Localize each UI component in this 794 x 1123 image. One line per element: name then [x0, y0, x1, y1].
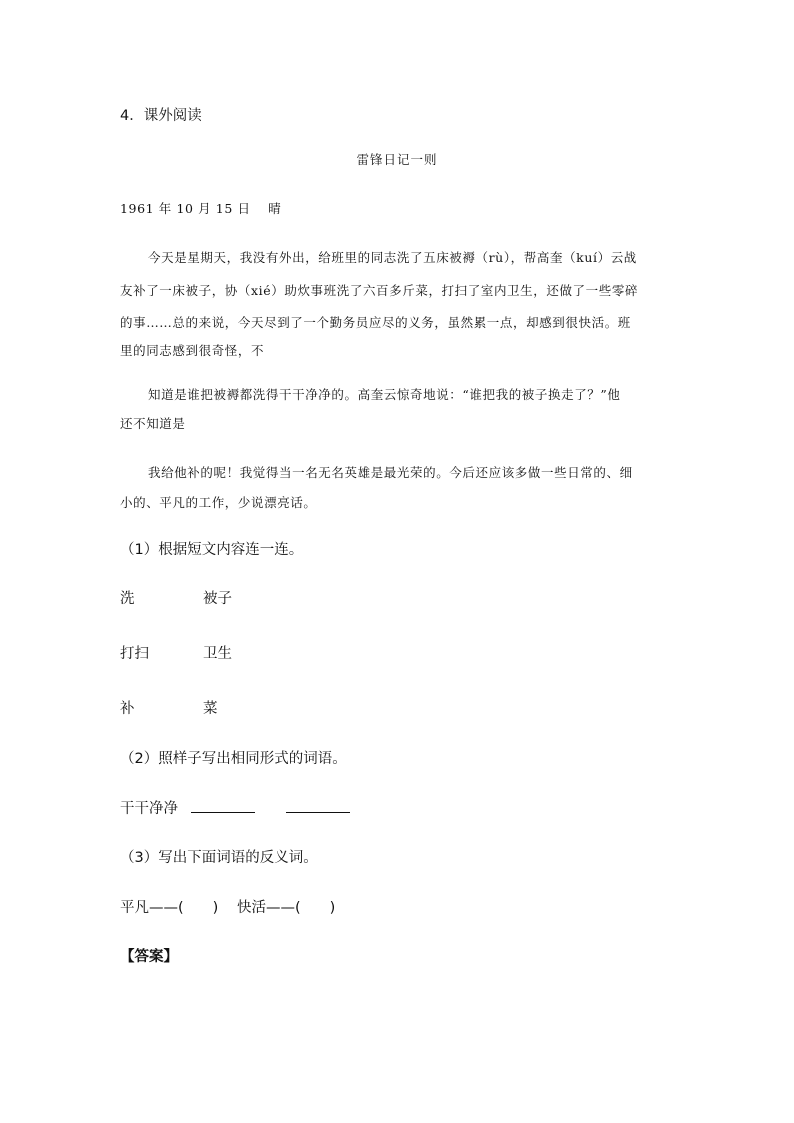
match-right-item: 卫生 [203, 646, 232, 662]
match-left-item: 补 [120, 701, 135, 717]
answer-blank-1[interactable] [191, 798, 255, 817]
example-word: 干干净净 [120, 801, 178, 817]
match-left-item: 洗 [120, 591, 135, 607]
antonym-item-2[interactable]: 快活——( ) [237, 900, 336, 916]
answer-blank-2[interactable] [286, 798, 350, 817]
passage-line: 今天是星期天，我没有外出，给班里的同志洗了五床被褥（rù），帮高奎（kuí）云战 [148, 250, 637, 265]
sub-question-2-prompt: （2）照样子写出相同形式的词语。 [120, 751, 347, 767]
passage-line: 的事……总的来说，今天尽到了一个勤务员应尽的义务，虽然累一点，却感到很快活。班 [120, 315, 631, 330]
passage-date: 1961 年 10 月 15 日 晴 [120, 201, 282, 216]
passage-title: 雷锋日记一则 [356, 152, 438, 167]
passage-line: 知道是谁把被褥都洗得干干净净的。高奎云惊奇地说：“谁把我的被子换走了？”他 [148, 387, 621, 402]
match-right-item: 菜 [203, 701, 218, 717]
question-heading: 4．课外阅读 [120, 108, 202, 124]
answer-label: 【答案】 [120, 949, 178, 965]
passage-line: 里的同志感到很奇怪，不 [120, 343, 265, 358]
passage-line: 还不知道是 [120, 416, 186, 431]
match-right-item: 被子 [203, 591, 232, 607]
antonym-item-1[interactable]: 平凡——( ) [120, 900, 219, 916]
match-left-item: 打扫 [120, 646, 149, 662]
passage-line: 友补了一床被子，协（xié）助炊事班洗了六百多斤菜，打扫了室内卫生，还做了一些零碎 [120, 283, 639, 298]
sub-question-1-prompt: （1）根据短文内容连一连。 [120, 542, 304, 558]
passage-line: 我给他补的呢！我觉得当一名无名英雄是最光荣的。今后还应该多做一些日常的、细 [148, 465, 633, 480]
passage-line: 小的、平凡的工作，少说漂亮话。 [120, 495, 317, 510]
sub-question-3-prompt: （3）写出下面词语的反义词。 [120, 850, 318, 866]
